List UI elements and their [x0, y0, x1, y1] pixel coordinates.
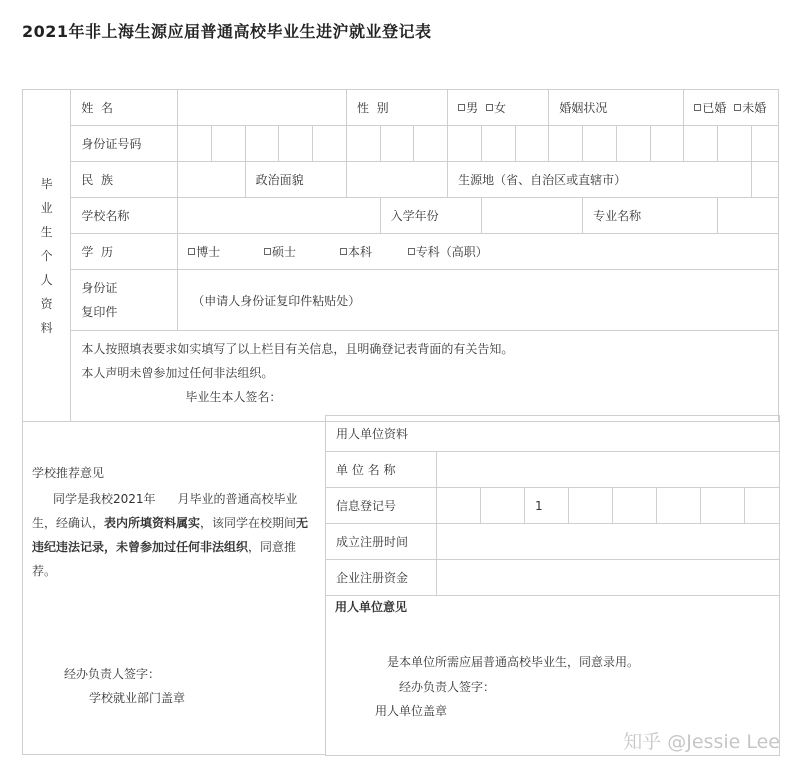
graduate-signature[interactable]: 毕业生本人签名：	[185, 390, 282, 404]
gender-option-female: 女	[494, 101, 507, 115]
employer-info-header: 用人单位资料	[326, 416, 780, 452]
section-label-personal: 毕业生个人资料	[23, 90, 71, 422]
checkbox-icon[interactable]	[264, 248, 271, 255]
watermark: 知乎 @Jessie Lee	[623, 731, 780, 753]
marital-label: 婚姻状况	[549, 90, 684, 126]
id-digit-cell[interactable]	[515, 126, 549, 162]
id-number-label: 身份证号码	[71, 126, 178, 162]
bottom-section	[22, 415, 779, 756]
id-digit-cell[interactable]	[414, 126, 448, 162]
employer-opinion-title: 用人单位意见	[335, 600, 408, 614]
degree-option-master: 硕士	[272, 245, 297, 259]
form-title: 2021年非上海生源应届普通高校毕业生进沪就业登记表	[22, 22, 432, 41]
employer-signature[interactable]: 经办负责人签字：	[399, 680, 496, 694]
capital-field[interactable]	[437, 560, 780, 596]
reg-digit-cell[interactable]: 1	[525, 488, 569, 524]
id-digit-cell[interactable]	[481, 126, 515, 162]
reg-digit-cell[interactable]	[745, 488, 780, 524]
id-digit-cell[interactable]	[346, 126, 380, 162]
school-signature[interactable]: 经办负责人签字：	[64, 667, 161, 681]
founding-date-field[interactable]	[437, 524, 780, 560]
reg-digit-cell[interactable]	[437, 488, 481, 524]
id-digit-cell[interactable]	[751, 126, 778, 162]
id-digit-cell[interactable]	[178, 126, 212, 162]
employer-name-field[interactable]	[437, 452, 780, 488]
employer-opinion-text: 是本单位所需应届普通高校毕业生，同意录用。	[387, 655, 640, 669]
reg-digit-cell[interactable]	[657, 488, 701, 524]
degree-option-bachelor: 本科	[347, 245, 372, 259]
school-rec-title: 学校推荐意见	[32, 466, 105, 480]
id-digit-cell[interactable]	[684, 126, 718, 162]
reg-number-label: 信息登记号	[326, 488, 437, 524]
school-field[interactable]	[178, 198, 380, 234]
id-digit-cell[interactable]	[549, 126, 583, 162]
school-recommendation: 学校推荐意见 同学是我校2021年 月毕业的普通高校毕业 生，经确认，表内所填资料属实，该同学在校期间无 违纪违法记录，未曾参加过任何非法组织，同意推 荐。 经办负责人签字： 学校就业部门盖章	[22, 415, 326, 755]
id-digit-cell[interactable]	[380, 126, 414, 162]
gender-label: 性 别	[346, 90, 447, 126]
capital-label: 企业注册资金	[326, 560, 437, 596]
gender-options	[448, 90, 549, 126]
marital-option-married: 已婚	[702, 101, 727, 115]
founding-date-label: 成立注册时间	[326, 524, 437, 560]
declaration: 本人按照填表要求如实填写了以上栏目有关信息，且明确登记表背面的有关告知。 本人声明未曾参加过任何非法组织。 毕业生本人签名：	[71, 331, 779, 422]
school-label: 学校名称	[71, 198, 178, 234]
enroll-year-label: 入学年份	[380, 198, 481, 234]
ethnic-field[interactable]	[178, 162, 245, 198]
checkbox-icon[interactable]	[694, 104, 701, 111]
origin-label: 生源地（省、自治区或直辖市）	[448, 162, 752, 198]
reg-digit-cell[interactable]	[569, 488, 613, 524]
id-digit-cell[interactable]	[650, 126, 684, 162]
id-digit-cell[interactable]	[279, 126, 313, 162]
id-digit-cell[interactable]	[583, 126, 617, 162]
id-digit-cell[interactable]	[448, 126, 482, 162]
employer-name-label: 单 位 名 称	[326, 452, 437, 488]
major-field[interactable]	[718, 198, 779, 234]
employer-info-table	[325, 415, 780, 596]
ethnic-label: 民 族	[71, 162, 178, 198]
degree-option-phd: 博士	[196, 245, 221, 259]
id-digit-cell[interactable]	[616, 126, 650, 162]
marital-option-single: 未婚	[742, 101, 767, 115]
major-label: 专业名称	[583, 198, 718, 234]
political-field[interactable]	[346, 162, 447, 198]
checkbox-icon[interactable]	[188, 248, 195, 255]
checkbox-icon[interactable]	[340, 248, 347, 255]
employer-stamp: 用人单位盖章	[375, 704, 448, 718]
id-digit-cell[interactable]	[718, 126, 752, 162]
gender-option-male: 男	[466, 101, 479, 115]
political-label: 政治面貌	[245, 162, 346, 198]
id-digit-cell[interactable]	[313, 126, 347, 162]
checkbox-icon[interactable]	[734, 104, 741, 111]
degree-option-college: 专科（高职）	[415, 245, 488, 259]
origin-field[interactable]	[751, 162, 778, 198]
checkbox-icon[interactable]	[486, 104, 493, 111]
reg-digit-cell[interactable]	[481, 488, 525, 524]
id-digit-cell[interactable]	[245, 126, 279, 162]
id-copy-label: 身份证 复印件	[71, 270, 178, 331]
enroll-year-field[interactable]	[481, 198, 582, 234]
degree-options	[178, 234, 779, 270]
id-copy-area[interactable]: （申请人身份证复印件粘贴处）	[178, 270, 779, 331]
id-digit-cell[interactable]	[211, 126, 245, 162]
reg-digit-cell[interactable]	[701, 488, 745, 524]
reg-digit-cell[interactable]	[613, 488, 657, 524]
name-label: 姓 名	[71, 90, 178, 126]
checkbox-icon[interactable]	[408, 248, 415, 255]
personal-info-table	[22, 89, 779, 422]
marital-options	[684, 90, 779, 126]
degree-label: 学 历	[71, 234, 178, 270]
name-field[interactable]	[178, 90, 347, 126]
checkbox-icon[interactable]	[458, 104, 465, 111]
school-stamp: 学校就业部门盖章	[89, 691, 186, 705]
